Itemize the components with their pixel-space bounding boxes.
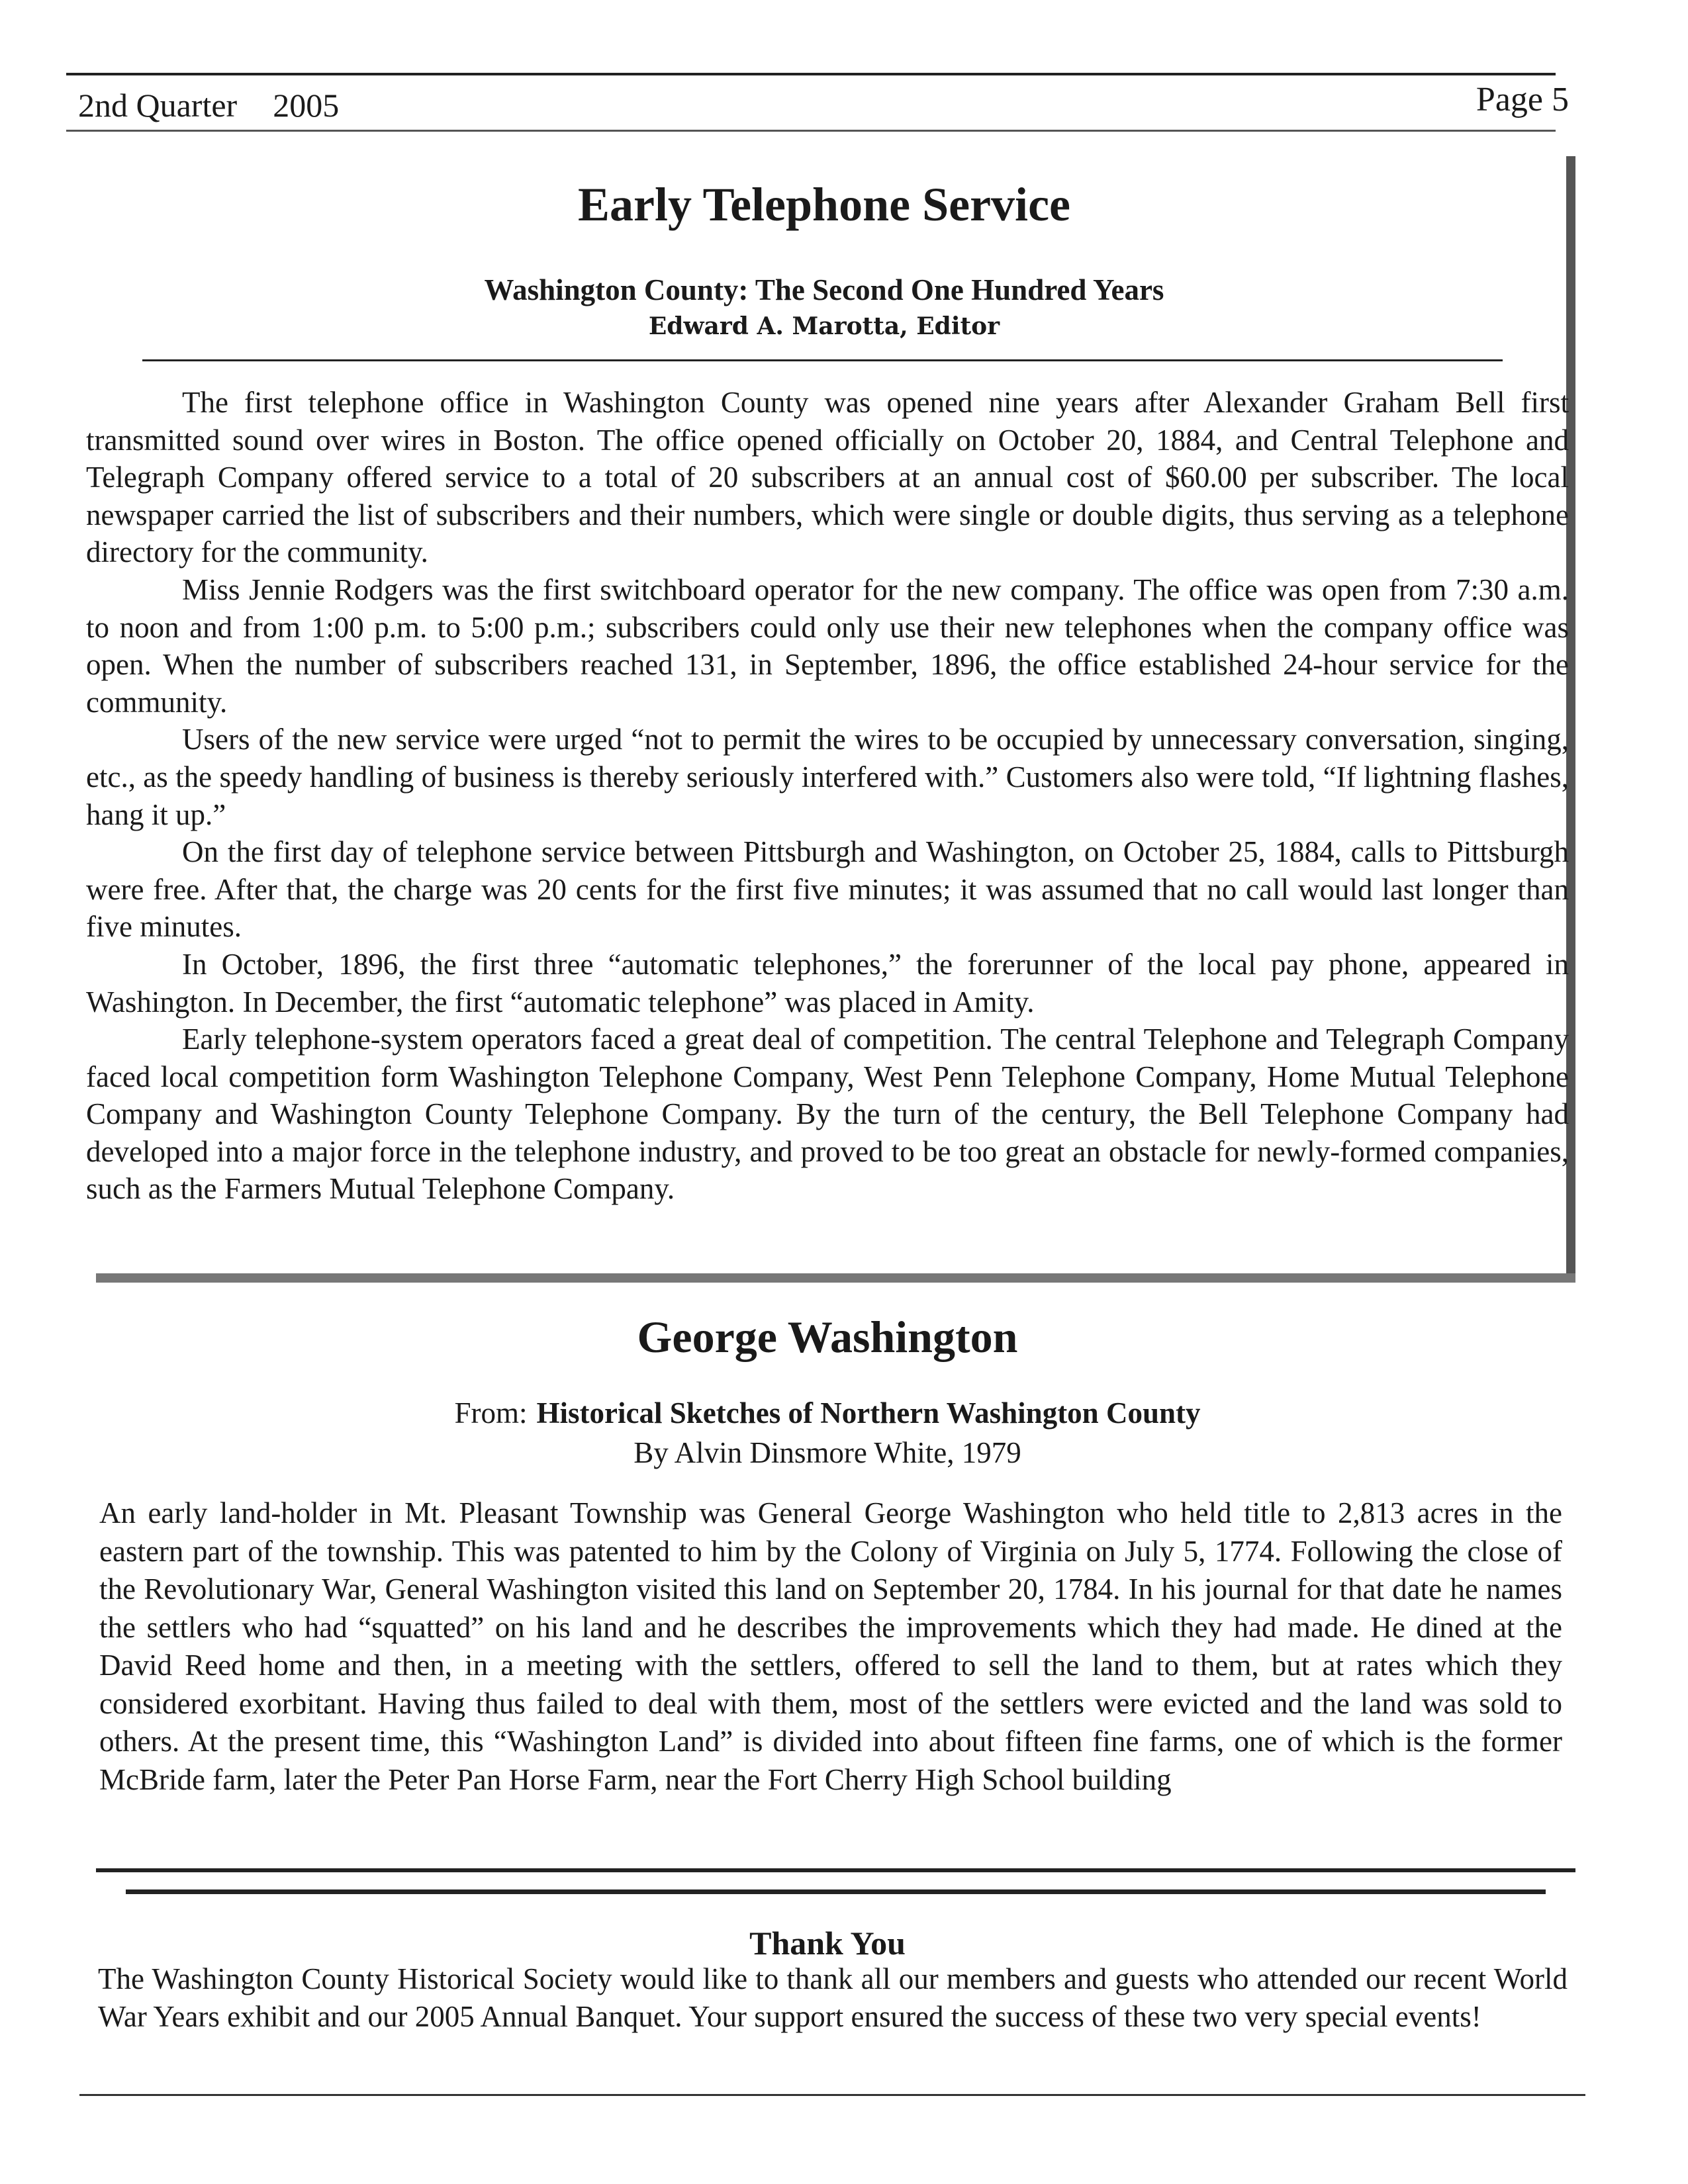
article-box-bottom-shadow	[96, 1273, 1575, 1283]
article-author: By Alvin Dinsmore White, 1979	[633, 1436, 1021, 1469]
header-bottom-rule	[66, 130, 1556, 132]
article-divider	[142, 359, 1503, 361]
article-body-george-washington	[99, 1494, 1562, 1799]
article-paragraph: The first telephone office in Washington County was opened nine years after Alexander Graham Bell first transmitted sound over wires in Boston. The office opened officially on October 20, 1884, and Central Telephone and Telegraph Company offered service to a total of 20 subscribers at an annual cost of $60.00 per subscriber. The local newspaper carried the list of subscribers and their numbers, which were single or double digits, thus serving as a telephone directory for the community.	[86, 386, 1569, 569]
thank-you-title: Thank You	[749, 1925, 906, 1962]
article-source: Washington County: The Second One Hundred Years	[484, 273, 1164, 306]
article-body	[86, 384, 1569, 1208]
article-early-telephone	[79, 152, 1575, 1257]
article-paragraph: Users of the new service were urged “not to permit the wires to be occupied by unnecessary conversation, singing, etc., as the speedy handling of business is thereby seriously interfered with.” Customers also were told, “If lightning flashes, hang it up.”	[86, 723, 1569, 831]
issue-quarter: 2nd Quarter	[78, 87, 238, 124]
thank-you-body	[98, 1960, 1568, 2036]
thank-you-text: The Washington County Historical Society would like to thank all our members and guests who attended our recent World War Years exhibit and our 2005 Annual Banquet. Your support ensured the success of these two very special events!	[98, 1962, 1568, 2033]
article-editor: Edward A. Marotta, Editor	[648, 312, 1000, 340]
page-number: Page 5	[1476, 81, 1569, 118]
article-title-george-washington: George Washington	[637, 1312, 1018, 1362]
section-divider-upper	[96, 1868, 1575, 1872]
footer-rule	[79, 2094, 1585, 2096]
article-paragraph: On the first day of telephone service between Pittsburgh and Washington, on October 25, 1884, calls to Pittsburgh were free. After that, the charge was 20 cents for the first five minutes; it was assumed that no call would last longer than five minutes.	[86, 835, 1569, 944]
article-paragraph: In October, 1896, the first three “automatic telephones,” the forerunner of the local pay phone, appeared in Washington. In December, the first “automatic telephone” was placed in Amity.	[86, 947, 1569, 1019]
article-source-line	[66, 1393, 1589, 1433]
section-divider-lower	[126, 1889, 1546, 1894]
from-label: From:	[454, 1396, 528, 1430]
issue-year: 2005	[273, 87, 340, 124]
issue-label	[78, 82, 339, 128]
article-paragraph: An early land-holder in Mt. Pleasant Township was General George Washington who held title to 2,813 acres in the eastern part of the township. This was patented to him by the Colony of Virginia on July 5, 1774. Following the close of the Revolutionary War, General Washington visited this land on September 20, 1784. In his journal for that date he names the settlers who had “squatted” on his land and he describes the improvements which they had made. He dined at the David Reed home and then, in a meeting with the settlers, offered to sell the land to them, but at rates which they considered exorbitant. Having thus failed to deal with them, most of the settlers were evicted and the land was sold to others. At the present time, this “Washington Land” is divided into about fifteen fine farms, one of which is the former McBride farm, later the Peter Pan Horse Farm, near the Fort Cherry High School building	[99, 1496, 1562, 1796]
article-title: Early Telephone Service	[578, 178, 1070, 231]
source-book-title: Historical Sketches of Northern Washington County	[536, 1396, 1201, 1430]
article-paragraph: Miss Jennie Rodgers was the first switchboard operator for the new company. The office was open from 7:30 a.m. to noon and from 1:00 p.m. to 5:00 p.m.; subscribers could only use their new telephones when the company office was open. When the number of subscribers reached 131, in September, 1896, the office established 24-hour service for the community.	[86, 572, 1569, 719]
header-top-rule	[66, 73, 1556, 75]
article-paragraph: Early telephone-system operators faced a great deal of competition. The central Telephone and Telegraph Company faced local competition form Washington Telephone Company, West Penn Telephone Company, Home Mutual Telephone Company and Washington County Telephone Company. By the turn of the century, the Bell Telephone Company had developed into a major force in the telephone industry, and proved to be too great an obstacle for newly-formed companies, such as the Farmers Mutual Telephone Company.	[86, 1023, 1569, 1206]
